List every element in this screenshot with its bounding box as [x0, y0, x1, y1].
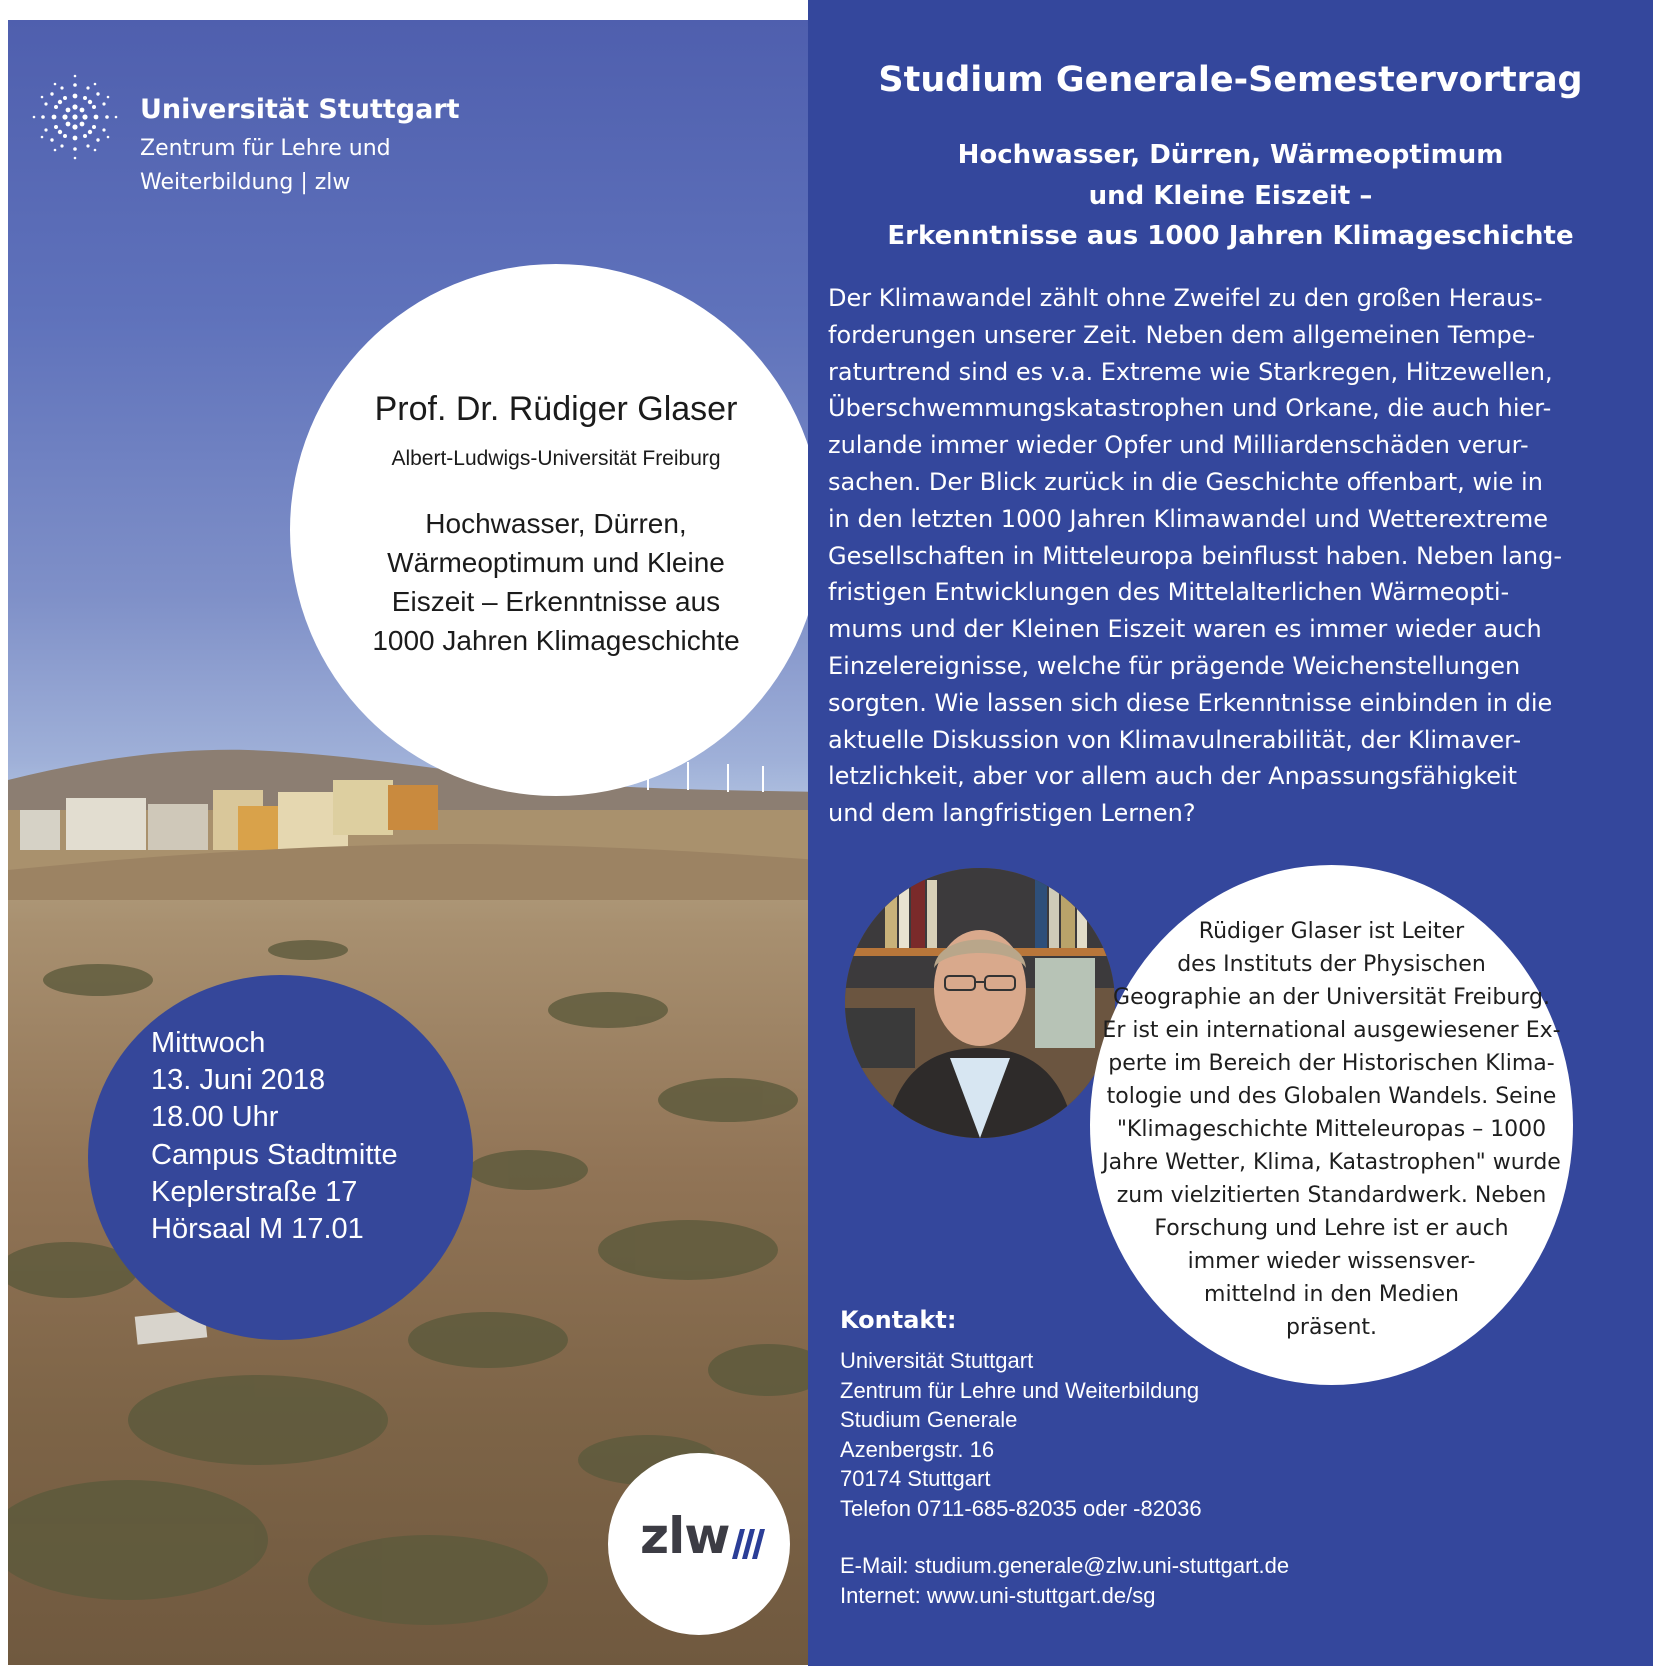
contact-line: Universität Stuttgart	[840, 1348, 1034, 1373]
abstract-line: sorgten. Wie lassen sich diese Erkenntnisse einbinden in die	[828, 688, 1553, 717]
series-title: Studium Generale-Semestervortrag	[878, 60, 1583, 100]
contact-line: Zentrum für Lehre und Weiterbildung	[840, 1377, 1200, 1403]
speaker-portrait-icon	[845, 868, 1115, 1138]
bio-line: präsent.	[1285, 1315, 1378, 1340]
abstract-line: zulande immer wieder Opfer und Milliardenschäden verur-	[828, 431, 1529, 460]
contact-heading: Kontakt:	[840, 1306, 957, 1334]
bio-line: Jahre Wetter, Klima, Katastrophen" wurde	[1102, 1150, 1561, 1175]
event-campus: Campus Stadtmitte	[151, 1139, 398, 1171]
speaker-info-circle	[290, 264, 818, 796]
abstract-line: letzlichkeit, aber vor allem auch der Anpassungsfähigkeit	[828, 762, 1518, 791]
contact-line: 70174 Stuttgart	[840, 1466, 991, 1491]
speaker-bio-circle	[1090, 865, 1573, 1385]
university-name: Universität Stuttgart	[140, 94, 460, 125]
university-dot-logo-icon	[30, 72, 120, 162]
unit-name-line-2: Weiterbildung | zlw	[140, 170, 351, 195]
talk-title-line: 1000 Jahren Klimageschichte	[372, 625, 740, 656]
bio-line: des Instituts der Physischen	[1177, 952, 1486, 977]
abstract-line: Überschwemmungskatastrophen und Orkane, die auch hier-	[828, 394, 1552, 423]
event-date: 13. Juni 2018	[151, 1064, 326, 1096]
speaker-bio	[1090, 915, 1573, 1344]
unit-name-line-1: Zentrum für Lehre und	[140, 136, 391, 161]
abstract-line: sachen. Der Blick zurück in die Geschichte offenbart, wie in	[828, 467, 1543, 496]
bio-line: immer wieder wissensver-	[1187, 1249, 1476, 1274]
talk-title-line: Hochwasser, Dürren,	[425, 508, 687, 539]
abstract-line: Einzelereignisse, welche für prägende Weichenstellungen	[828, 651, 1521, 680]
event-details-circle	[88, 975, 473, 1340]
speaker-name: Prof. Dr. Rüdiger Glaser	[374, 390, 738, 428]
contact-phone: Telefon 0711-685-82035 oder -82036	[840, 1495, 1202, 1521]
talk-title-line: Wärmeoptimum und Kleine	[387, 547, 725, 578]
abstract-line: forderungen unserer Zeit. Neben dem allgemeinen Tempe-	[828, 320, 1536, 349]
flyer-right-panel	[808, 0, 1653, 1666]
contact-website[interactable]: Internet: www.uni-stuttgart.de/sg	[840, 1582, 1156, 1608]
zlw-stripes-icon	[732, 1529, 766, 1559]
abstract-line: Gesellschaften in Mitteleuropa beinflusst haben. Neben lang-	[828, 541, 1563, 570]
bio-line: "Klimageschichte Mitteleuropas – 1000	[1116, 1117, 1547, 1142]
event-room: Hörsaal M 17.01	[151, 1213, 364, 1245]
speaker-affiliation: Albert-Ludwigs-Universität Freiburg	[391, 447, 721, 470]
contact-email[interactable]: E-Mail: studium.generale@zlw.uni-stuttgart.de	[840, 1553, 1290, 1578]
contact-block	[840, 1346, 1289, 1610]
abstract-line: aktuelle Diskussion von Klimavulnerabilität, der Klimaver-	[828, 725, 1522, 754]
desert-landscape-photo	[8, 20, 818, 1665]
lecture-abstract	[828, 280, 1628, 832]
abstract-line: Der Klimawandel zählt ohne Zweifel zu den großen Heraus-	[828, 284, 1543, 312]
contact-line: Azenbergstr. 16	[840, 1436, 995, 1462]
bio-line: tologie und des Globalen Wandels. Seine	[1106, 1084, 1557, 1109]
lecture-title-line: Erkenntnisse aus 1000 Jahren Klimageschichte	[887, 221, 1574, 251]
zlw-logo	[608, 1453, 790, 1635]
event-weekday: Mittwoch	[151, 1027, 266, 1059]
flyer-left-panel	[8, 20, 818, 1665]
abstract-line: in den letzten 1000 Jahren Klimawandel und Wetterextreme	[828, 504, 1548, 533]
contact-line: Studium Generale	[840, 1407, 1018, 1432]
lecture-title-line: Hochwasser, Dürren, Wärmeoptimum	[957, 140, 1504, 170]
bio-line: zum vielzitierten Standardwerk. Neben	[1116, 1183, 1547, 1208]
event-time: 18.00 Uhr	[151, 1101, 279, 1133]
abstract-line: fristigen Entwicklungen des Mittelalterlichen Wärmeopti-	[828, 578, 1510, 607]
lecture-title-line: und Kleine Eiszeit –	[1088, 181, 1373, 211]
bio-line: perte im Bereich der Historischen Klima-	[1108, 1051, 1555, 1076]
zlw-logo-text: zlw	[640, 1507, 730, 1565]
bio-line: Rüdiger Glaser ist Leiter	[1198, 919, 1465, 944]
bio-line: mittelnd in den Medien	[1204, 1282, 1459, 1307]
abstract-line: mums und der Kleinen Eiszeit waren es immer wieder auch	[828, 615, 1542, 644]
speaker-photo	[845, 868, 1115, 1138]
abstract-line: und dem langfristigen Lernen?	[828, 799, 1196, 828]
talk-title-line: Eiszeit – Erkenntnisse aus	[391, 586, 721, 617]
talk-title	[340, 504, 772, 660]
bio-line: Forschung und Lehre ist er auch	[1154, 1216, 1509, 1241]
event-street: Keplerstraße 17	[151, 1176, 358, 1208]
bio-line: Er ist ein international ausgewiesener Ex-	[1102, 1018, 1561, 1043]
abstract-line: raturtrend sind es v.a. Extreme wie Starkregen, Hitzewellen,	[828, 357, 1553, 386]
bio-line: Geographie an der Universität Freiburg.	[1113, 985, 1550, 1010]
